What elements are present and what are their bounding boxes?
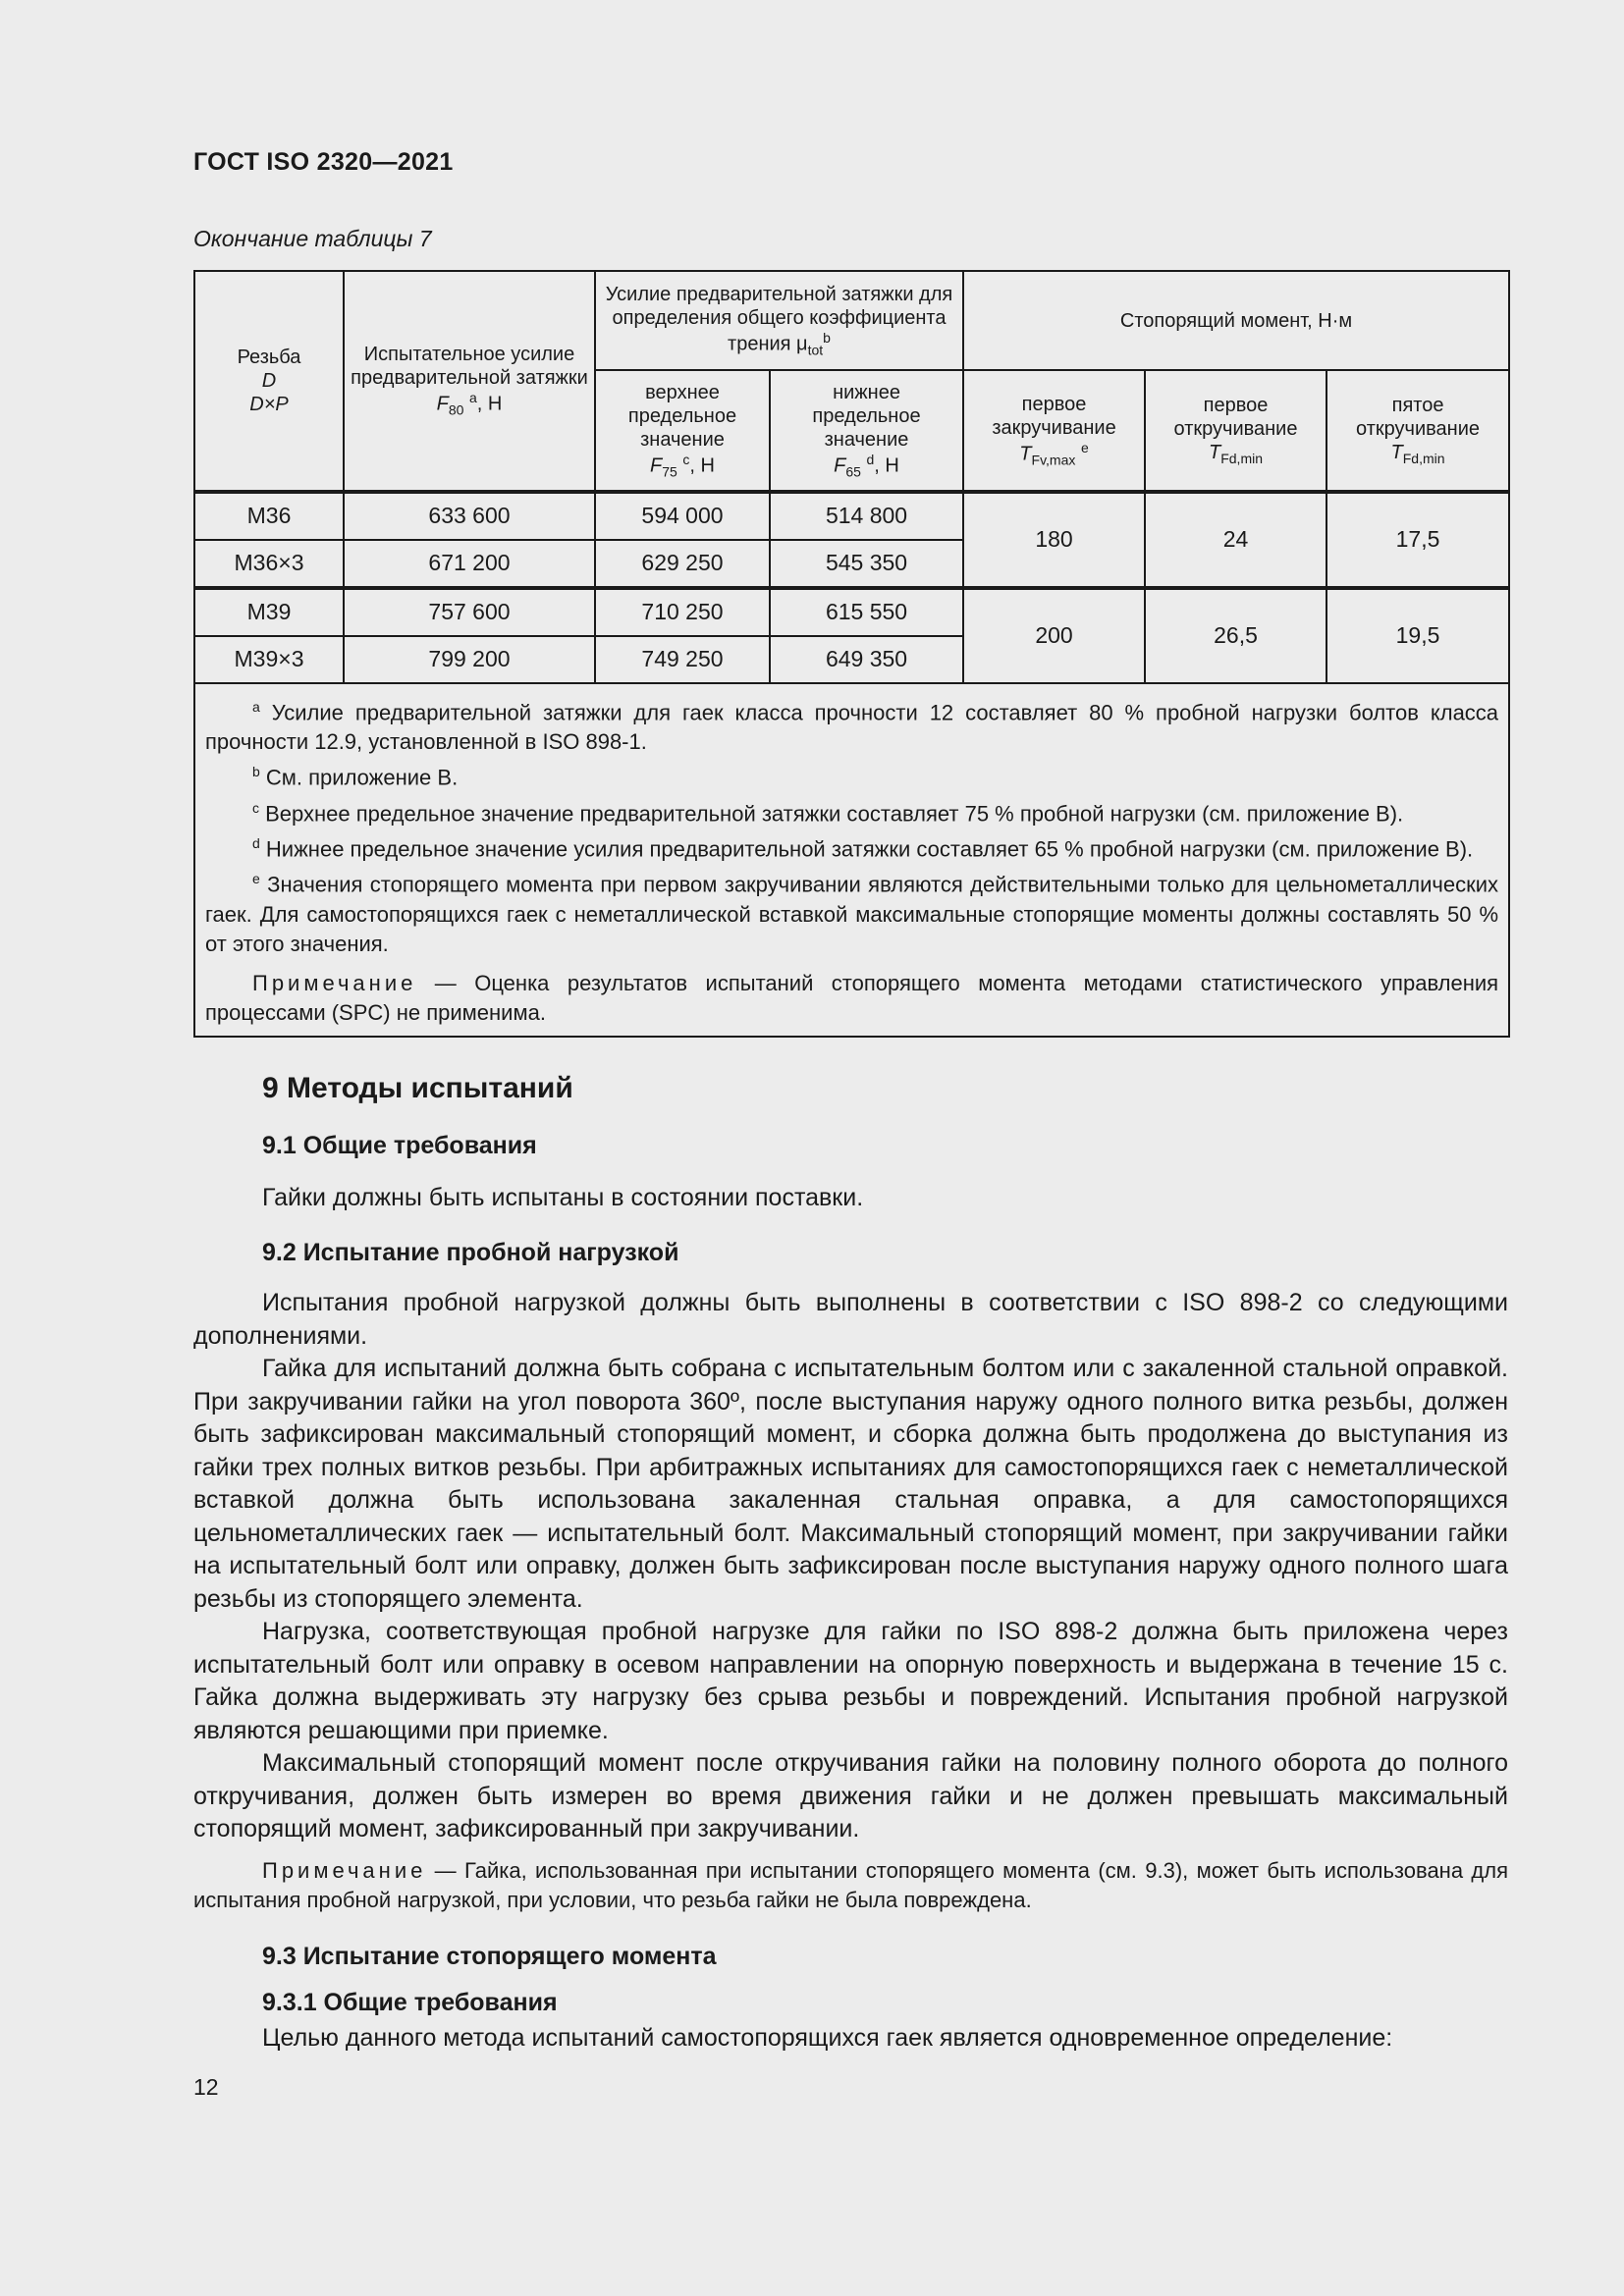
- header-lower-sub: 65: [845, 463, 861, 480]
- header-fifth-off-sub: Fd,min: [1402, 451, 1445, 467]
- cell-first-off: 24: [1145, 492, 1326, 588]
- header-torque-group: Стопорящий момент, Н·м: [963, 271, 1509, 370]
- header-upper-sup: c: [682, 451, 690, 467]
- section-9-2-paragraph-1: Испытания пробной нагрузкой должны быть выполнены в соответствии с ISO 898-2 со следующими дополнениями.: [193, 1289, 1508, 1350]
- header-preload-sub: tot: [807, 342, 824, 358]
- section-9-2-title: 9.2 Испытание пробной нагрузкой: [262, 1239, 679, 1266]
- header-lower-sup: d: [866, 451, 875, 467]
- footnote-text: См. приложение В.: [259, 765, 459, 790]
- footnote-mark: d: [252, 834, 260, 851]
- header-first-on-label: первое закручивание: [992, 393, 1116, 439]
- header-preload-label: Усилие предварительной затяжки для определения общего коэффициента трения μ: [605, 283, 953, 355]
- header-first-on-sub: Fv,max: [1031, 452, 1076, 468]
- footnote-text: Усилие предварительной затяжки для гаек класса прочности 12 составляет 80 % пробной нагрузки болтов класса прочности 12.9, установленной в ISO 898-1.: [205, 700, 1499, 755]
- cell-thread: M39: [194, 588, 344, 636]
- footnote-mark: a: [252, 699, 260, 715]
- header-first-off-symbol: T: [1209, 442, 1221, 464]
- section-9-3-1-text: Целью данного метода испытаний самостопорящихся гаек является одновременное определение:: [262, 2024, 1393, 2052]
- section-9-1-text: Гайки должны быть испытаны в состоянии поставки.: [262, 1184, 864, 1211]
- section-9-2-note-text: — Гайка, использованная при испытании стопорящего момента (см. 9.3), может быть использована для испытания пробной нагрузкой, при условии, что резьба гайки не была повреждена.: [193, 1858, 1508, 1912]
- header-proof-sub: 80: [448, 401, 464, 418]
- header-thread: [194, 271, 344, 492]
- footnote-b: [205, 757, 1498, 792]
- footnote-text: Значения стопорящего момента при первом закручивании являются действительными только для цельнометаллических гаек. Для самостопорящихся гаек с неметаллической вставкой максимальные стопорящие моменты должны составлять 50 % от этого значения.: [205, 872, 1499, 956]
- cell-proof: 633 600: [344, 492, 595, 540]
- section-9-3-1-title: 9.3.1 Общие требования: [262, 1989, 558, 2016]
- header-fifth-off-symbol: T: [1390, 442, 1403, 464]
- cell-first-on: 180: [963, 492, 1145, 588]
- cell-upper: 710 250: [595, 588, 770, 636]
- footnote-mark: e: [252, 871, 260, 887]
- cell-thread: M39×3: [194, 636, 344, 683]
- section-9-2-note: [193, 1856, 1508, 1915]
- header-preload-sup: b: [823, 329, 831, 346]
- footnote-mark: c: [252, 799, 259, 816]
- footnote-text: Нижнее предельное значение усилия предварительной затяжки составляет 65 % пробной нагрузки (см. приложение В).: [259, 836, 1474, 862]
- header-upper: [595, 370, 770, 492]
- cell-first-off: 26,5: [1145, 588, 1326, 683]
- cell-upper: 629 250: [595, 540, 770, 588]
- header-lower-label: нижнее предельное значение: [812, 381, 921, 451]
- header-proof-label: Испытательное усилие предварительной затяжки: [351, 344, 588, 390]
- header-proof-load: [344, 271, 595, 492]
- cell-proof: 799 200: [344, 636, 595, 683]
- section-9-2-paragraph-2: Гайка для испытаний должна быть собрана с испытательным болтом или с закаленной стальной оправкой. При закручивании гайки на угол поворота 360º, после выступания наружу одного полного витка резьбы, должен быть зафиксирован максимальный стопорящий момент, и сборка должна быть продолжена до выступания из гайки трех полных витков резьбы. При арбитражных испытаниях для самостопорящихся гаек с неметаллической вставкой должна быть использована закаленная стальная оправка, а для самостопорящихся цельнометаллических гаек — испытательный болт. Максимальный стопорящий момент, при закручивании гайки на испытательный болт или оправку, должен быть зафиксирован после выступания наружу одного полного шага резьбы из стопорящего элемента.: [193, 1355, 1508, 1613]
- footnote-d: [205, 828, 1498, 864]
- section-9-3-title: 9.3 Испытание стопорящего момента: [262, 1943, 717, 1970]
- table-notes-row: [194, 683, 1509, 1037]
- section-9-2-note-label: Примечание: [262, 1858, 427, 1883]
- cell-proof: 671 200: [344, 540, 595, 588]
- cell-lower: 545 350: [770, 540, 963, 588]
- header-upper-sub: 75: [662, 463, 677, 480]
- torque-table: [193, 270, 1510, 1038]
- section-9-2-paragraph-3: Нагрузка, соответствующая пробной нагрузке для гайки по ISO 898-2 должна быть приложена через испытательный болт или оправку в осевом направлении на опорную поверхность и выдержана в течение 15 с. Гайка должна выдерживать эту нагрузку без срыва резьбы и повреждений. Испытания пробной нагрузкой являются решающими при приемке.: [193, 1618, 1508, 1744]
- section-9-1-title: 9.1 Общие требования: [262, 1132, 537, 1159]
- cell-upper: 594 000: [595, 492, 770, 540]
- table-note-text: — Оценка результатов испытаний стопорящего момента методами статистического управления процессами (SPC) не применима.: [205, 970, 1499, 1025]
- page-number: 12: [193, 2074, 219, 2100]
- header-proof-unit: , Н: [476, 393, 503, 415]
- header-first-on: [963, 370, 1145, 492]
- table-row: [194, 492, 1509, 540]
- header-proof-sup: a: [469, 390, 477, 406]
- cell-thread: M36×3: [194, 540, 344, 588]
- header-first-off-sub: Fd,min: [1220, 451, 1264, 467]
- table-note-label: Примечание: [252, 970, 417, 995]
- header-upper-label: верхнее предельное значение: [627, 381, 737, 451]
- table-caption: Окончание таблицы 7: [193, 226, 432, 251]
- footnote-mark: b: [252, 764, 260, 780]
- cell-fifth-off: 19,5: [1326, 588, 1509, 683]
- table-note: [205, 969, 1498, 1028]
- header-first-off: [1145, 370, 1326, 492]
- footnote-e: [205, 864, 1498, 958]
- header-fifth-off-label: пятое откручивание: [1356, 395, 1480, 441]
- cell-proof: 757 600: [344, 588, 595, 636]
- header-fifth-off: [1326, 370, 1509, 492]
- header-preload-group: [595, 271, 963, 370]
- header-thread-label: Резьба: [237, 347, 301, 368]
- header-first-on-symbol: T: [1019, 443, 1032, 465]
- section-9-2-paragraph-4: Максимальный стопорящий момент после откручивания гайки на половину полного оборота до полного откручивания, должен быть измерен во время движения гайки и не должен превышать максимальный стопорящий момент, зафиксированный при закручивании.: [193, 1749, 1508, 1842]
- cell-thread: M36: [194, 492, 344, 540]
- header-lower-unit: , Н: [874, 454, 899, 477]
- header-proof-symbol: F: [436, 393, 449, 415]
- document-code: ГОСТ ISO 2320—2021: [193, 148, 454, 176]
- cell-first-on: 200: [963, 588, 1145, 683]
- cell-fifth-off: 17,5: [1326, 492, 1509, 588]
- table-footnotes: [194, 683, 1509, 1037]
- header-upper-symbol: F: [650, 454, 663, 477]
- footnote-a: [205, 692, 1498, 757]
- section-9-title: 9 Методы испытаний: [262, 1072, 573, 1104]
- cell-upper: 749 250: [595, 636, 770, 683]
- header-lower: [770, 370, 963, 492]
- header-upper-unit: , Н: [689, 454, 715, 477]
- header-thread-dp: D×P: [249, 394, 289, 415]
- table-row: [194, 588, 1509, 636]
- cell-lower: 649 350: [770, 636, 963, 683]
- cell-lower: 514 800: [770, 492, 963, 540]
- cell-lower: 615 550: [770, 588, 963, 636]
- header-lower-symbol: F: [834, 454, 846, 477]
- header-first-off-label: первое откручивание: [1173, 395, 1298, 441]
- footnote-text: Верхнее предельное значение предварительной затяжки составляет 75 % пробной нагрузки (см. приложение В).: [259, 800, 1404, 826]
- footnote-c: [205, 793, 1498, 828]
- header-thread-d: D: [261, 370, 277, 392]
- header-first-on-sup: e: [1080, 439, 1089, 455]
